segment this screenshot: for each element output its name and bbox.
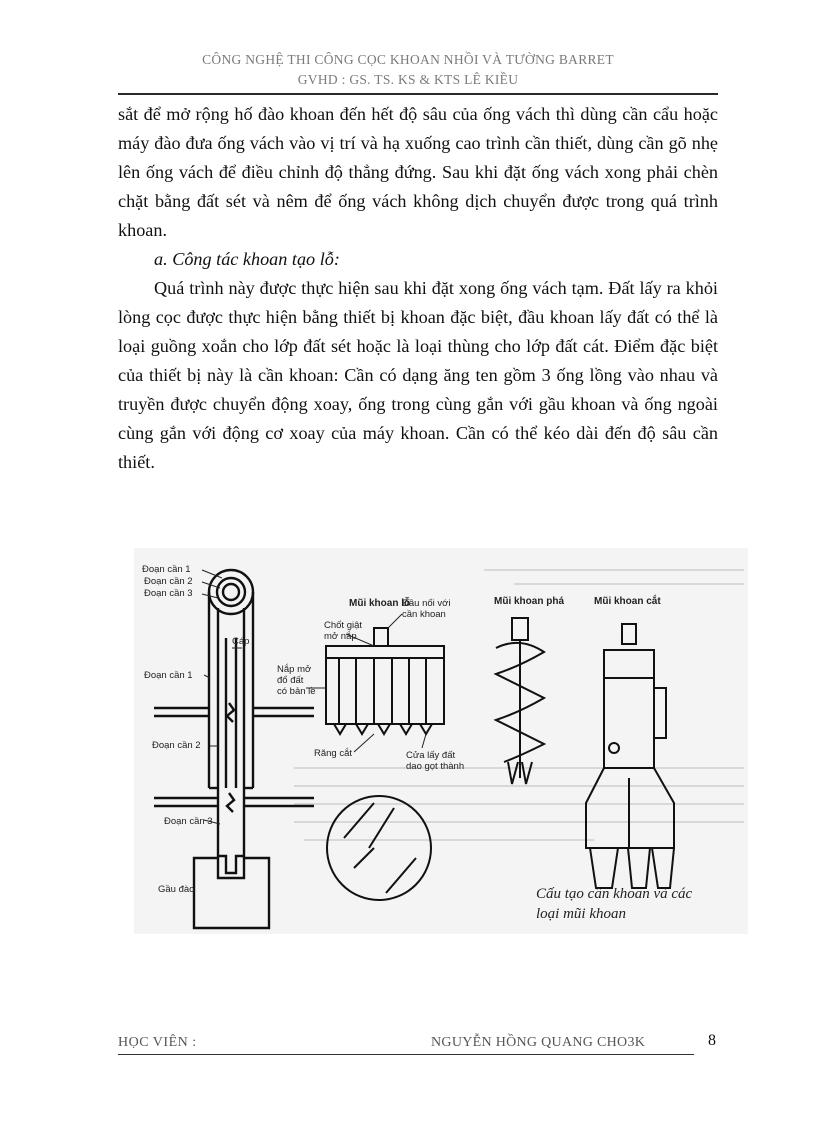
footer-student-name: NGUYỄN HỒNG QUANG CHO3K <box>431 1035 646 1050</box>
label-mui-khoan-cat: Mũi khoan cắt <box>594 596 661 607</box>
figure-caption: Cấu tạo cần khoan và các <box>536 886 693 902</box>
header-divider <box>118 93 718 95</box>
drill-figure <box>134 548 748 934</box>
label-rang-cat: Răng cắt <box>314 748 353 759</box>
label-cua-lay-dat: Cửa lấy đất <box>406 750 456 761</box>
label-chot-giat-2: mở nắp <box>324 631 357 642</box>
label-doan-can-3: Đoạn cần 3 <box>144 588 193 599</box>
label-doan-can-2: Đoạn cần 2 <box>144 576 193 587</box>
label-dau-noi: Đầu nối với <box>402 598 451 609</box>
label-doan-can-2-side: Đoạn cần 2 <box>152 740 201 751</box>
label-nap-mo: Nắp mở <box>277 664 312 675</box>
header-title: CÔNG NGHỆ THI CÔNG CỌC KHOAN NHỒI VÀ TƯỜNG BARRET <box>202 52 614 67</box>
label-chot-giat: Chốt giật <box>324 620 363 631</box>
label-cap: Cáp <box>232 636 250 647</box>
footer-student-label: HỌC VIÊN : <box>118 1035 197 1050</box>
cutting-bit-drawing <box>586 624 674 888</box>
paragraph: Quá trình này được thực hiện sau khi đặt xong ống vách tạm. Đất lấy ra khỏi lòng cọc được thực hiện bằng thiết bị khoan đặc biệt, đầu khoan lấy đất có thể là loại guồng xoắn cho lớp đất sét hoặc là loại thùng cho lớp đất cát. Điểm đặc biệt của thiết bị này là cần khoan: Cần có dạng ăng ten gồm 3 ống lồng vào nhau và truyền được chuyển động xoay, ống trong cùng gắn với gầu khoan và ống ngoài cùng gắn với động cơ xoay của máy khoan. Cần có thể kéo dài đến độ sâu cần thiết. <box>118 278 718 472</box>
header-supervisor: GVHD : GS. TS. KS & KTS LÊ KIỀU <box>297 72 519 87</box>
drill-illustration <box>134 548 748 934</box>
label-dau-noi-2: cần khoan <box>402 609 446 620</box>
label-mui-khoan-pha: Mũi khoan phá <box>494 596 564 607</box>
figure-caption-2: loại mũi khoan <box>536 906 626 922</box>
label-doan-can-1-side: Đoạn cần 1 <box>144 670 193 681</box>
footer-divider <box>118 1054 694 1055</box>
label-mui-khoan-lo: Mũi khoan lỗ <box>349 598 411 609</box>
paragraph: sắt để mở rộng hố đào khoan đến hết độ sâu của ống vách thì dùng cần cẩu hoặc máy đào đưa ống vách vào vị trí và hạ xuống cao trình cần thiết, dùng cần gõ nhẹ lên ống vách để điều chỉnh độ thẳng đứng. Sau khi đặt ống vách xong phải chèn chặt bằng đất sét và nêm để ống vách không dịch chuyển được trong quá trình khoan. <box>118 104 718 240</box>
main-text <box>118 100 718 477</box>
label-nap-mo-2: đổ đất <box>277 675 304 686</box>
label-gau-dao: Gầu đào <box>158 884 195 895</box>
label-doan-can-3-side: Đoạn cần 3 <box>164 816 213 827</box>
label-cua-lay-dat-2: dao gọt thành <box>406 761 465 772</box>
label-nap-mo-3: có bản lề <box>277 686 316 697</box>
page-number: 8 <box>708 1032 716 1049</box>
label-doan-can-1: Đoạn cần 1 <box>142 564 191 575</box>
auger-bit-drawing <box>496 618 544 784</box>
section-heading: a. Công tác khoan tạo lỗ: <box>154 249 340 269</box>
